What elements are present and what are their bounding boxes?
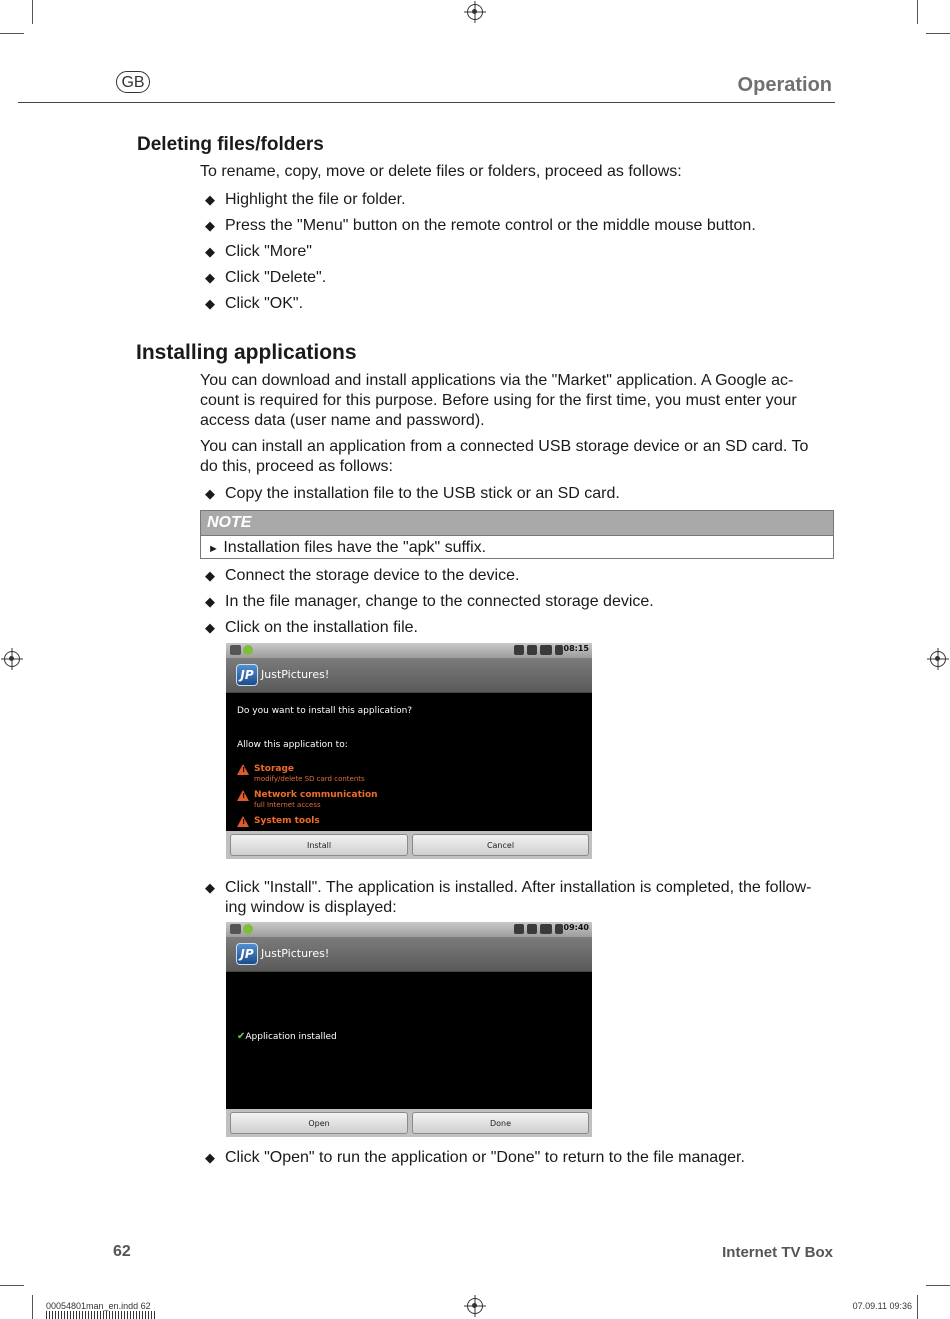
app-title: JustPictures! [261,947,330,960]
note-text: ► Installation files have the "apk" suffix. [208,539,487,556]
slug-date-time: 07.09.11 09:36 [852,1301,912,1311]
warning-icon: ! [237,790,249,801]
battery-icon [555,645,563,655]
crop-mark [0,1285,24,1286]
installing-para1: You can download and install applications via the "Market" application. A Google ac-count is required for this purpose. Before using for the first time, you must enter your access data (user name and password). [200,372,797,429]
open-button[interactable]: Open [230,1112,408,1134]
network-icon [540,645,552,655]
diamond-bullet-icon: ◆ [205,486,215,501]
install-question: Do you want to install this application? [237,706,413,716]
network-icon [540,924,552,934]
installed-message: ✔Application installed [237,1031,337,1042]
note-title: NOTE [201,511,833,536]
diamond-bullet-icon: ◆ [205,218,215,233]
crop-mark [32,0,33,24]
diamond-bullet-icon: ◆ [205,1150,215,1165]
registration-mark-icon [4,651,20,667]
diamond-bullet-icon: ◆ [205,594,215,609]
installed-screenshot [226,922,592,1137]
page-number: 62 [113,1243,131,1260]
product-name: Internet TV Box [722,1244,833,1261]
checkmark-icon: ✔ [237,1031,246,1042]
diamond-bullet-icon: ◆ [205,270,215,285]
barcode-strip [46,1311,156,1319]
install-button[interactable]: Install [230,834,408,856]
registration-mark-icon [467,1298,483,1314]
diamond-bullet-icon: ◆ [205,620,215,635]
crop-mark [917,1295,918,1319]
install-dialog-screenshot: 08:15 JP JustPictures! Do you want to install this application? Allow this application to: ! Storage modify/delete SD card contents ! Network communication full Internet access ! System tools Install Cancel [226,643,592,859]
status-time: 08:15 [563,644,589,653]
diamond-bullet-icon: ◆ [205,244,215,259]
registration-mark-icon [467,4,483,20]
crop-mark [926,33,950,34]
battery-icon [555,924,563,934]
cancel-button[interactable]: Cancel [412,834,589,856]
dialog-button-bar [226,831,592,859]
deleting-intro: To rename, copy, move or delete files or folders, proceed as follows: [200,163,682,180]
app-titlebar [226,658,592,693]
android-icon [243,924,253,934]
app-title: JustPictures! [261,668,330,681]
notification-icon [230,645,241,655]
installing-para2: You can install an application from a connected USB storage device or an SD card. To do this, proceed as follows: [200,438,809,475]
app-titlebar [226,937,592,972]
section-title: Operation [737,74,832,96]
diamond-bullet-icon: ◆ [205,880,215,895]
notification-icon [230,924,241,934]
status-bar [226,922,592,937]
bluetooth-icon [527,645,537,655]
status-time: 09:40 [563,923,589,932]
arrow-right-icon: ► [208,543,219,555]
registration-mark-icon [930,651,946,667]
crop-mark [926,1285,950,1286]
note-box [200,510,834,559]
crop-mark [0,33,24,34]
header-rule [18,102,835,103]
bluetooth-icon [527,924,537,934]
sync-icon [514,924,524,934]
warning-icon: ! [237,816,249,827]
android-icon [243,645,253,655]
language-badge: GB [116,71,150,93]
diamond-bullet-icon: ◆ [205,296,215,311]
sync-icon [514,645,524,655]
crop-mark [917,0,918,24]
crop-mark [32,1295,33,1319]
status-bar [226,643,592,658]
heading-installing: Installing applications [136,341,357,364]
diamond-bullet-icon: ◆ [205,568,215,583]
allow-label: Allow this application to: [237,740,348,750]
app-icon: JP [236,943,258,965]
slug-file-info: 00054801man_en.indd 62 [46,1301,151,1311]
warning-icon: ! [237,764,249,775]
heading-deleting: Deleting files/folders [137,134,324,155]
dialog-button-bar [226,1109,592,1137]
diamond-bullet-icon: ◆ [205,192,215,207]
done-button[interactable]: Done [412,1112,589,1134]
app-icon: JP [236,664,258,686]
